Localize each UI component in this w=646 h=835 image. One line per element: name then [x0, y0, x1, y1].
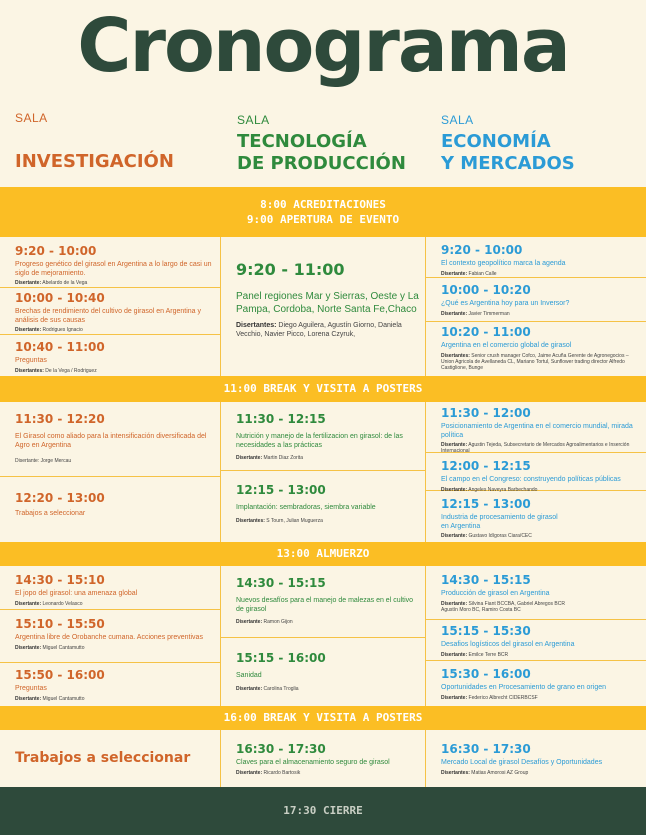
schedule-item	[441, 325, 641, 371]
schedule-item	[15, 617, 215, 651]
talk-title: El jopo del girasol: una amenaza global	[15, 590, 138, 597]
speaker-label: Disertante:	[441, 270, 468, 277]
schedule-item	[15, 291, 215, 333]
talk-title: Trabajos a seleccionar	[15, 510, 86, 517]
sala-name-line2: DE PRODUCCIÓN	[237, 153, 406, 174]
talk-title: Argentina en el comercio global de girasol	[441, 342, 572, 349]
speaker-name: Miguel Cantamutto	[42, 644, 85, 651]
column-divider	[220, 730, 221, 787]
speaker-name: Martin Diaz Zorita	[263, 455, 303, 461]
schedule-item	[441, 459, 641, 493]
talk-title: Oportunidades en Procesamiento de grano en origen	[441, 684, 606, 691]
speaker-label: Disertante:	[15, 327, 42, 333]
speaker-line	[236, 770, 421, 776]
schedule-item	[441, 624, 641, 658]
speaker-line	[15, 601, 215, 607]
band-break-1: 11:00 BREAK Y VISITA A POSTERS	[0, 376, 646, 402]
speaker-line	[15, 327, 215, 333]
speaker-line	[236, 321, 421, 339]
row-divider	[0, 662, 220, 663]
speaker-name: Abelardo de la Vega	[42, 280, 88, 286]
speaker-name: Rodrigues Ignacio	[42, 327, 83, 333]
time-label: 14:30 - 15:15	[236, 576, 326, 590]
speaker-label: Disertante:	[441, 600, 468, 607]
sala-label-investigacion: SALA	[15, 111, 48, 125]
speaker-line	[441, 271, 641, 277]
time-label: 9:20 - 10:00	[441, 243, 523, 257]
time-label: 11:30 - 12:20	[15, 412, 105, 426]
talk-title: Brechas de rendimiento del cultivo de girasol en Argentina y análisis de sus causas	[15, 308, 201, 324]
speaker-line	[15, 458, 215, 464]
row-divider	[0, 287, 220, 288]
speaker-line	[15, 696, 215, 702]
sala-name-investigacion: INVESTIGACIÓN	[15, 151, 174, 172]
speaker-label: Disertante:	[441, 310, 468, 317]
talk-title: Mercado Local de girasol Desafíos y Oportunidades	[441, 759, 603, 766]
row-divider	[425, 619, 646, 620]
talk-title: Preguntas	[15, 685, 47, 692]
talk-title: Preguntas	[15, 357, 47, 364]
time-label: 9:20 - 11:00	[236, 260, 345, 279]
speaker-name: Javier Timmerman	[468, 310, 510, 317]
speaker-label: Disertante:	[441, 442, 468, 448]
speaker-name: Ricardo Bartosik	[263, 769, 301, 776]
talk-title: El contexto geopolítico marca la agenda	[441, 260, 566, 267]
schedule-item	[441, 667, 641, 701]
sala-name-tecnologia	[237, 131, 406, 175]
row-divider	[220, 637, 425, 638]
column-divider	[425, 566, 426, 706]
talk-title: El campo en el Congreso: construyendo políticas públicas	[441, 476, 621, 483]
talk-title: Nutrición y manejo de la fertilizacion en girasol: de las necesidades a las prácticas	[236, 433, 403, 449]
speaker-name: Matias Amorosi AZ Group	[471, 769, 529, 776]
closing-band: 17:30 CIERRE	[0, 787, 646, 835]
talk-title: Panel regiones Mar y Sierras, Oeste y La Pampa, Cordoba, Norte Santa Fe,Chaco	[236, 291, 419, 315]
schedule-item	[15, 244, 215, 286]
schedule-item	[441, 573, 641, 613]
speaker-line	[441, 533, 641, 539]
speaker-line	[441, 442, 641, 454]
talk-title: Desafios logísticos del girasol en Argentina	[441, 641, 575, 648]
speaker-name: Federico Albrecht CIDERBCSF	[468, 694, 538, 701]
speaker-label: Disertantes:	[236, 322, 277, 329]
time-label: 10:00 - 10:20	[441, 283, 531, 297]
band-break-2: 16:00 BREAK Y VISITA A POSTERS	[0, 706, 646, 730]
time-label: 11:30 - 12:00	[441, 406, 531, 420]
schedule-item	[15, 668, 215, 702]
speaker-name: Disertante: Jorge Mercau	[15, 458, 72, 464]
column-divider	[220, 237, 221, 376]
schedule-item	[15, 412, 215, 464]
speaker-line	[441, 601, 581, 613]
time-label: Trabajos a seleccionar	[15, 750, 191, 766]
speaker-label: Disertante:	[236, 455, 263, 461]
row-divider	[425, 277, 646, 278]
band-line: 8:00 ACREDITACIONES	[260, 198, 386, 211]
talk-title: Industria de procesamiento de girasol en Argentina	[441, 514, 558, 530]
talk-title: Nuevos desafíos para el manejo de malezas en el cultivo de girasol	[236, 597, 414, 613]
speaker-label: Disertante:	[15, 644, 42, 651]
speaker-name: Fabian Calle	[468, 270, 497, 277]
speaker-line	[441, 652, 641, 658]
column-divider	[425, 402, 426, 542]
column-divider	[425, 730, 426, 787]
band-acreditaciones	[0, 187, 646, 237]
schedule-item	[236, 483, 416, 524]
speaker-label: Disertante:	[236, 619, 263, 625]
speaker-label: Disertantes:	[441, 769, 470, 776]
speaker-label: Disertante:	[441, 651, 468, 658]
time-label: 11:30 - 12:15	[236, 412, 326, 426]
schedule-item	[441, 243, 641, 277]
row-divider	[0, 609, 220, 610]
speaker-name: Senior crush manager Cofco, Jaime Acuña Gerente de Agronegocios – Union Agricola de Avellaneda CL, Mariano Tortul, Sunflower trading director Alfredo Castiglione, Bunge	[441, 352, 629, 371]
speaker-label: Disertantes:	[441, 352, 470, 359]
row-divider	[0, 334, 220, 335]
talk-title: Progreso genético del girasol en Argentina a lo largo de casi un siglo de mejoramiento.	[15, 261, 212, 277]
time-label: 15:15 - 15:30	[441, 624, 531, 638]
talk-title: Argentina libre de Orobanche cumana. Acciones preventivas	[15, 634, 203, 641]
schedule-item	[15, 340, 215, 374]
speaker-line	[441, 311, 641, 317]
speaker-name: S Tourn, Julian Muguerza	[266, 517, 323, 524]
speaker-label: Disertante:	[236, 685, 263, 692]
talk-title: Sanidad	[236, 672, 262, 679]
time-label: 14:30 - 15:15	[441, 573, 531, 587]
time-label: 12:15 - 13:00	[236, 483, 326, 497]
speaker-line	[441, 487, 641, 493]
speaker-name: Silvina Fiant BCCBA, Gabriel Abregos BCR Agustín Moro BC, Ramiro Costa BC	[441, 600, 565, 613]
time-label: 15:10 - 15:50	[15, 617, 105, 631]
time-label: 16:30 - 17:30	[236, 742, 326, 756]
speaker-name: Angeles Naveyra Barbechando	[468, 486, 538, 493]
sala-name-line2: Y MERCADOS	[441, 153, 575, 174]
time-label: 15:50 - 16:00	[15, 668, 105, 682]
sala-label-economia: SALA	[441, 113, 474, 127]
sala-name-line1: TECNOLOGÍA	[237, 131, 367, 152]
schedule-item	[441, 283, 641, 317]
speaker-name: Emilce Terre BCR	[468, 651, 509, 658]
schedule-item	[441, 406, 641, 454]
schedule-item	[15, 750, 215, 767]
time-label: 16:30 - 17:30	[441, 742, 531, 756]
schedule-item	[441, 497, 641, 539]
band-line: 9:00 APERTURA DE EVENTO	[246, 213, 400, 226]
speaker-label: Disertante:	[15, 600, 42, 607]
speaker-label: Disertante:	[441, 533, 468, 539]
speaker-line	[236, 455, 416, 461]
speaker-line	[236, 518, 416, 524]
schedule-item	[15, 491, 215, 519]
speaker-label: Disertante:	[15, 695, 42, 702]
page-title: Cronograma	[77, 3, 569, 89]
time-label: 14:30 - 15:10	[15, 573, 105, 587]
time-label: 15:15 - 16:00	[236, 651, 326, 665]
row-divider	[425, 660, 646, 661]
speaker-label: Disertante:	[236, 769, 263, 776]
schedule-item	[441, 742, 641, 776]
speaker-line	[236, 619, 416, 625]
time-label: 10:20 - 11:00	[441, 325, 531, 339]
speaker-line	[441, 770, 641, 776]
schedule-item	[236, 651, 416, 692]
time-label: 10:40 - 11:00	[15, 340, 105, 354]
speaker-label: Disertantes:	[15, 367, 44, 374]
speaker-line	[15, 645, 215, 651]
talk-title: Posicionamiento de Argentina en el comercio mundial, mirada política	[441, 423, 633, 439]
schedule-item	[236, 412, 416, 461]
column-divider	[425, 237, 426, 376]
time-label: 10:00 - 10:40	[15, 291, 105, 305]
time-label: 12:00 - 12:15	[441, 459, 531, 473]
time-label: 12:20 - 13:00	[15, 491, 105, 505]
talk-title: El Girasol como aliado para la intensificación diversificada del Agro en Argentina	[15, 433, 207, 449]
speaker-name: Gustavo Idígoras Ciara/CEC	[468, 533, 532, 539]
band-almuerzo: 13:00 ALMUERZO	[0, 542, 646, 566]
sala-name-economia	[441, 131, 575, 175]
speaker-line	[236, 686, 416, 692]
speaker-line	[441, 695, 641, 701]
time-label: 15:30 - 16:00	[441, 667, 531, 681]
row-divider	[220, 470, 425, 471]
schedule-item	[15, 573, 215, 607]
speaker-label: Disertante:	[15, 280, 42, 286]
column-divider	[220, 402, 221, 542]
speaker-name: Agustin Tejeda, Subsecretario de Mercados Agroalimentarios e Inserción Internacional	[441, 442, 630, 454]
talk-title: Claves para el almacenamiento seguro de girasol	[236, 759, 390, 766]
schedule-item	[236, 576, 416, 625]
talk-title: ¿Qué es Argentina hoy para un Inversor?	[441, 300, 570, 307]
talk-title: Implantación: sembradoras, siembra variable	[236, 504, 376, 511]
time-label: 12:15 - 13:00	[441, 497, 531, 511]
speaker-label: Disertante:	[441, 486, 468, 493]
speaker-label: Disertantes:	[236, 517, 265, 524]
speaker-label: Disertante:	[441, 694, 468, 701]
time-label: 9:20 - 10:00	[15, 244, 97, 258]
schedule-item	[236, 742, 421, 776]
speaker-name: Carolina Troglia	[263, 685, 299, 692]
sala-label-tecnologia: SALA	[237, 113, 270, 127]
row-divider	[425, 321, 646, 322]
speaker-name: De la Vega / Rodriguez	[45, 367, 97, 374]
speaker-name: Diego Aguilera, Agustín Giorno, Daniela Vecchio, Navier Picco, Lorena Czyruk,	[236, 322, 402, 338]
speaker-line	[15, 368, 215, 374]
schedule-item	[236, 260, 421, 339]
speaker-line	[441, 353, 641, 371]
speaker-name: Miguel Cantamutto	[42, 695, 85, 702]
speaker-name: Leonardo Velasco	[42, 600, 83, 607]
speaker-name: Ramon Gijon	[263, 619, 293, 625]
column-divider	[220, 566, 221, 706]
sala-name-line1: ECONOMÍA	[441, 131, 551, 152]
talk-title: Producción de girasol en Argentina	[441, 590, 550, 597]
row-divider	[0, 476, 220, 477]
speaker-line	[15, 280, 215, 286]
